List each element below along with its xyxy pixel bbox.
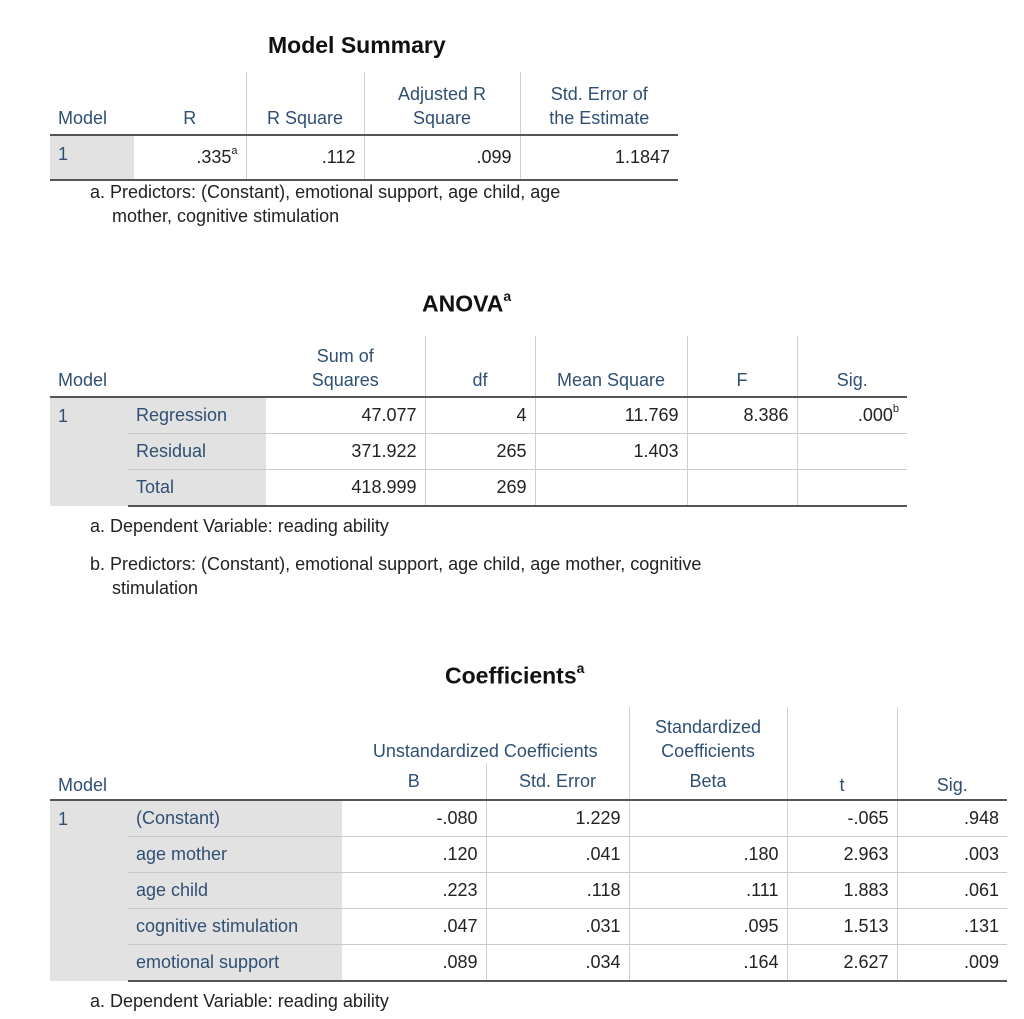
coefficients-header-row-2 [50,763,1007,800]
header-adjusted-r-square: Adjusted R Square [364,72,520,135]
r-value: .335$^a$ [134,135,246,180]
t-value: 2.963 [787,837,897,873]
table-row [50,837,1007,873]
df-value: 265 [425,434,535,470]
coefficients-title: Coefficients$^a$ [445,660,585,689]
mean-square-value [535,470,687,507]
model-summary-title: Model Summary [268,32,446,58]
anova-footnote-a: a. Dependent Variable: reading ability [90,516,389,536]
header-model: Model [58,370,108,390]
t-value: -.065 [787,800,897,837]
sig-value [797,434,907,470]
b-value: -.080 [342,800,486,837]
sig-value: .003 [897,837,1007,873]
table-row [50,909,1007,945]
std-error-value: .034 [486,945,629,982]
table-row [50,873,1007,909]
header-r-square: R Square [246,72,364,135]
sum-of-squares-value: 418.999 [266,470,425,507]
anova-footnotes: a. Dependent Variable: reading ability b. Predictors: (Constant), emotional support, age child, age mother, cognitive stimulation [90,516,702,598]
adjusted-r-square-value: .099 [364,135,520,180]
std-error-value: 1.1847 [520,135,678,180]
sig-value: .061 [897,873,1007,909]
table-row [50,470,907,507]
b-value: .047 [342,909,486,945]
header-r: R [183,108,197,128]
mean-square-value: 1.403 [535,434,687,470]
header-standardized-coefficients: Standardized Coefficients [629,707,787,763]
beta-value: .180 [629,837,787,873]
table-row [50,800,1007,837]
header-model: Model [58,108,108,128]
anova-table [50,336,907,507]
sum-of-squares-value: 47.077 [266,397,425,434]
mean-square-value: 11.769 [535,397,687,434]
header-unstandardized-coefficients: Unstandardized Coefficients [372,741,598,761]
header-beta: Beta [629,763,787,800]
header-df: df [425,336,535,397]
anova-title: ANOVA$^a$ [422,288,512,317]
table-row [50,397,907,434]
row-label: age child [128,873,342,909]
row-label: age mother [128,837,342,873]
row-label: Regression [128,397,266,434]
model-summary-table [50,72,678,181]
b-value: .120 [342,837,486,873]
row-label: Residual [128,434,266,470]
sig-value [797,470,907,507]
row-label: (Constant) [128,800,342,837]
row-label: Total [128,470,266,507]
model-number: 1 [50,397,128,506]
coefficients-footnote: a. Dependent Variable: reading ability [90,991,389,1011]
t-value: 2.627 [787,945,897,982]
std-error-value: .041 [486,837,629,873]
row-label: cognitive stimulation [128,909,342,945]
f-value: 8.386 [687,397,797,434]
std-error-value: .118 [486,873,629,909]
table-row [50,945,1007,982]
model-number: 1 [50,135,134,180]
beta-value [629,800,787,837]
coefficients-header-row-1 [50,707,1007,763]
model-summary-header-row [50,72,678,135]
sum-of-squares-value: 371.922 [266,434,425,470]
header-sum-of-squares: Sum of Squares [311,346,379,390]
sig-value: .131 [897,909,1007,945]
t-value: 1.883 [787,873,897,909]
beta-value: .111 [629,873,787,909]
beta-value: .095 [629,909,787,945]
anova-header-row [50,336,907,397]
coefficients-table [50,707,1007,982]
t-value: 1.513 [787,909,897,945]
sig-value: .948 [897,800,1007,837]
header-mean-square: Mean Square [535,336,687,397]
table-row [50,434,907,470]
model-number: 1 [50,800,128,981]
model-summary-footnote: a. Predictors: (Constant), emotional support, age child, age mother, cognitive stimulation [90,182,561,226]
header-std-error: Std. Error [486,763,629,800]
std-error-value: .031 [486,909,629,945]
b-value: .223 [342,873,486,909]
row-label: emotional support [128,945,342,982]
header-f: F [687,336,797,397]
beta-value: .164 [629,945,787,982]
header-std-error-estimate: Std. Error of the Estimate [520,72,678,135]
sig-value: .000$^b$ [797,397,907,434]
header-b: B [407,771,420,791]
std-error-value: 1.229 [486,800,629,837]
sig-value: .009 [897,945,1007,982]
anova-footnote-b: b. Predictors: (Constant), emotional support, age child, age mother, cognitive [90,554,702,574]
header-sig: Sig. [797,336,907,397]
df-value: 4 [425,397,535,434]
df-value: 269 [425,470,535,507]
f-value [687,434,797,470]
r-square-value: .112 [246,135,364,180]
f-value [687,470,797,507]
header-sig: Sig. [897,763,1007,800]
header-model: Model [58,775,108,795]
b-value: .089 [342,945,486,982]
table-row [50,135,678,180]
header-t: t [787,763,897,800]
